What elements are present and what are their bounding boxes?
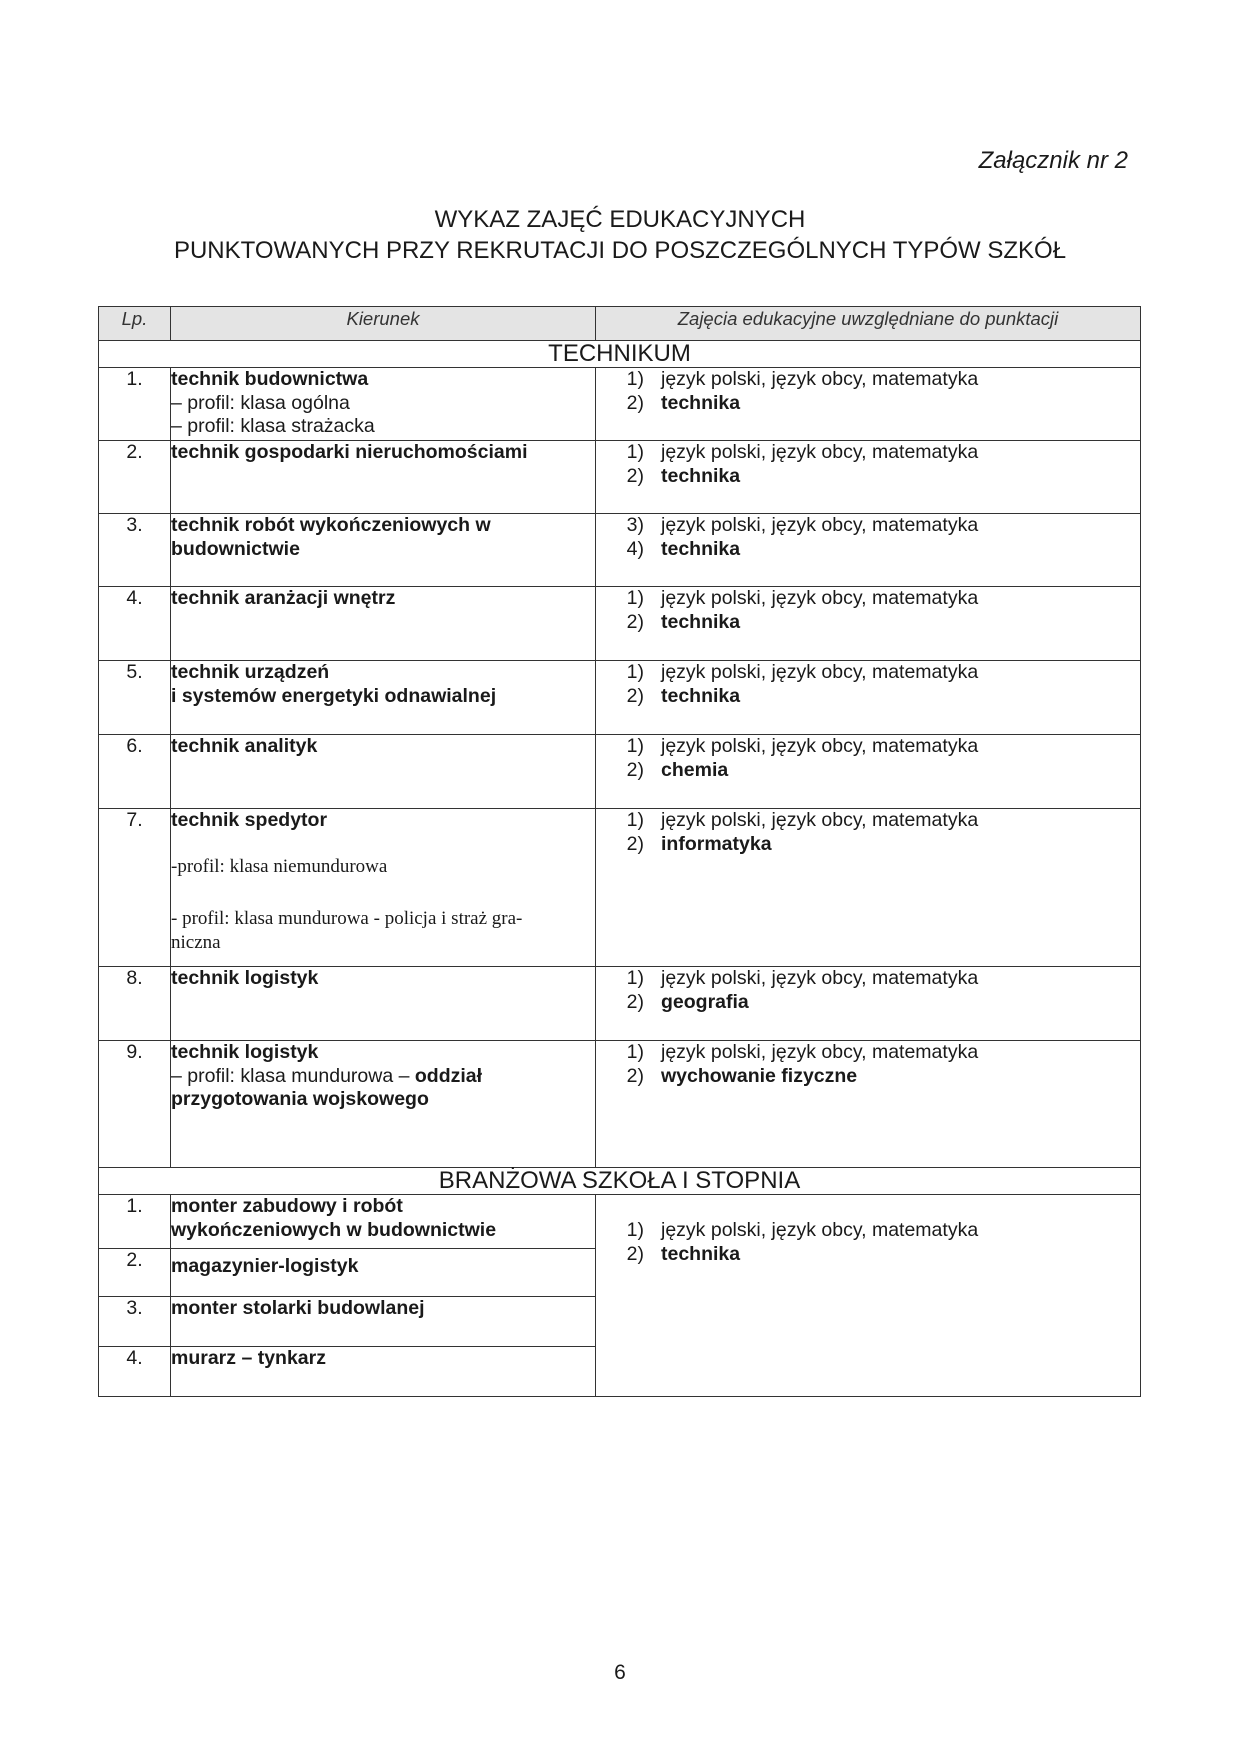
kierunek-name: murarz – tynkarz [171, 1347, 326, 1369]
subject-number: 1) [626, 1041, 644, 1063]
kierunek-cell [171, 1297, 596, 1347]
subjects-table [98, 306, 1141, 1397]
table-row [99, 368, 1141, 441]
table-row [99, 735, 1141, 809]
kierunek-cell [171, 1041, 596, 1168]
kierunek-name-line-2: i systemów energetyki odnawialnej [171, 684, 497, 707]
subject-number: 2) [626, 832, 644, 855]
subject-text: geografia [661, 990, 749, 1013]
subject-text: język polski, język obcy, matematyka [661, 1219, 979, 1241]
subject-text: informatyka [661, 832, 772, 855]
row-number: 4. [99, 1347, 171, 1397]
profile-line: – profil: klasa strażacka [171, 415, 375, 437]
header-zajecia: Zajęcia edukacyjne uwzględniane do punktacji [596, 307, 1141, 341]
row-number: 2. [99, 441, 171, 514]
subject-text: technika [661, 610, 741, 633]
profile-line: – profil: klasa ogólna [171, 391, 350, 414]
kierunek-cell [171, 368, 596, 441]
row-number: 6. [99, 735, 171, 809]
profile-bold-line: przygotowania wojskowego [171, 1088, 429, 1110]
subject-item [596, 392, 1140, 416]
subject-number: 1) [626, 1219, 644, 1241]
subject-number: 4) [626, 537, 644, 560]
subject-item [596, 809, 1140, 833]
table-row [99, 1041, 1141, 1168]
subject-number: 1) [626, 735, 644, 757]
subject-text: język polski, język obcy, matematyka [661, 441, 979, 463]
subject-text: język polski, język obcy, matematyka [661, 587, 979, 609]
profile-line: - profil: klasa mundurowa - policja i straż gra- [171, 908, 523, 929]
kierunek-name: technik gospodarki nieruchomościami [171, 441, 528, 463]
row-number: 7. [99, 809, 171, 967]
subject-number: 2) [626, 684, 644, 707]
subject-text: technika [661, 464, 741, 487]
kierunek-name: technik spedytor [171, 809, 328, 831]
kierunek-name: technik robót wykończeniowych w budownictwie [171, 514, 491, 560]
kierunek-name: technik analityk [171, 735, 318, 757]
section-technikum [99, 341, 1141, 368]
kierunek-name: monter stolarki budowlanej [171, 1297, 425, 1319]
attachment-label: Załącznik nr 2 [978, 147, 1128, 174]
subjects-cell [596, 514, 1141, 587]
page-number: 6 [614, 1661, 626, 1684]
subject-item [596, 514, 1140, 538]
subject-number: 1) [626, 661, 644, 683]
subject-text: język polski, język obcy, matematyka [661, 967, 979, 989]
subject-item [596, 833, 1140, 857]
row-number: 3. [99, 1297, 171, 1347]
profile-prefix: – profil: klasa mundurowa – [171, 1064, 415, 1087]
subjects-cell [596, 1195, 1141, 1397]
kierunek-name: technik budownictwa [171, 368, 369, 390]
subject-text: technika [661, 1242, 741, 1265]
subject-item [596, 1243, 1140, 1267]
subject-text: wychowanie fizyczne [661, 1064, 858, 1087]
row-number: 9. [99, 1041, 171, 1168]
kierunek-name-line-2: wykończeniowych w budownictwie [171, 1218, 497, 1241]
table-row [99, 441, 1141, 514]
subject-item [596, 611, 1140, 635]
table-row [99, 661, 1141, 735]
subject-number: 3) [626, 514, 644, 536]
section-title: BRANŻOWA SZKOŁA I STOPNIA [99, 1168, 1141, 1195]
header-lp: Lp. [99, 307, 171, 341]
kierunek-name: technik aranżacji wnętrz [171, 587, 396, 609]
kierunek-cell [171, 661, 596, 735]
subject-number: 1) [626, 368, 644, 390]
subject-number: 2) [626, 1064, 644, 1087]
subjects-cell [596, 587, 1141, 661]
subject-text: technika [661, 391, 741, 414]
kierunek-cell [171, 735, 596, 809]
document-title [0, 204, 1240, 266]
subject-item [596, 967, 1140, 991]
subjects-cell [596, 1041, 1141, 1168]
subject-number: 1) [626, 441, 644, 463]
subject-text: język polski, język obcy, matematyka [661, 661, 979, 683]
kierunek-cell [171, 967, 596, 1041]
table-header [99, 307, 1141, 341]
row-number: 5. [99, 661, 171, 735]
subject-text: technika [661, 684, 741, 707]
kierunek-name: technik logistyk [171, 967, 319, 989]
table-row [99, 1195, 1141, 1249]
subject-text: chemia [661, 758, 729, 781]
kierunek-cell [171, 1249, 596, 1297]
subjects-cell [596, 809, 1141, 967]
subject-number: 1) [626, 587, 644, 609]
subject-item [596, 538, 1140, 562]
subject-text: język polski, język obcy, matematyka [661, 514, 979, 536]
subject-number: 2) [626, 391, 644, 414]
table-row [99, 514, 1141, 587]
subjects-cell [596, 661, 1141, 735]
subject-number: 2) [626, 464, 644, 487]
subject-item [596, 685, 1140, 709]
row-number: 1. [99, 368, 171, 441]
subject-number: 1) [626, 967, 644, 989]
subject-number: 1) [626, 809, 644, 831]
table-row [99, 967, 1141, 1041]
title-line-2: PUNKTOWANYCH PRZY REKRUTACJI DO POSZCZEGÓLNYCH TYPÓW SZKÓŁ [173, 237, 1067, 264]
title-line-1: WYKAZ ZAJĘĆ EDUKACYJNYCH [434, 206, 806, 233]
kierunek-name: magazynier-logistyk [171, 1255, 359, 1277]
kierunek-name: technik logistyk [171, 1041, 319, 1063]
row-number: 3. [99, 514, 171, 587]
profile-line: niczna [171, 931, 221, 953]
table-row [99, 809, 1141, 967]
row-number: 2. [99, 1249, 171, 1297]
row-number: 1. [99, 1195, 171, 1249]
subject-item [596, 991, 1140, 1015]
header-kierunek: Kierunek [171, 307, 596, 341]
section-branzowa [99, 1168, 1141, 1195]
subject-item [596, 1041, 1140, 1065]
subject-text: język polski, język obcy, matematyka [661, 809, 979, 831]
subjects-cell [596, 441, 1141, 514]
kierunek-cell [171, 1347, 596, 1397]
subject-text: język polski, język obcy, matematyka [661, 735, 979, 757]
subject-text: język polski, język obcy, matematyka [661, 1041, 979, 1063]
subject-item [596, 661, 1140, 685]
table-row [99, 587, 1141, 661]
kierunek-cell [171, 441, 596, 514]
subject-item [596, 759, 1140, 783]
kierunek-name-line-1: monter zabudowy i robót [171, 1195, 403, 1217]
subject-number: 2) [626, 1242, 644, 1265]
row-number: 8. [99, 967, 171, 1041]
subject-number: 2) [626, 610, 644, 633]
subject-item [596, 368, 1140, 392]
subject-item [596, 1065, 1140, 1089]
profile-line: -profil: klasa niemundurowa [171, 855, 388, 877]
kierunek-cell [171, 514, 596, 587]
row-number: 4. [99, 587, 171, 661]
subject-item [596, 441, 1140, 465]
kierunek-name-line-1: technik urządzeń [171, 661, 330, 683]
profile-bold: oddział [414, 1064, 483, 1087]
subjects-cell [596, 368, 1141, 441]
profile-line [171, 1065, 595, 1089]
subject-number: 2) [626, 990, 644, 1013]
kierunek-cell [171, 1195, 596, 1249]
subject-item [596, 465, 1140, 489]
subjects-cell [596, 735, 1141, 809]
kierunek-cell [171, 809, 596, 967]
subject-text: język polski, język obcy, matematyka [661, 368, 979, 390]
section-title: TECHNIKUM [99, 341, 1141, 368]
subject-number: 2) [626, 758, 644, 781]
subject-item [596, 587, 1140, 611]
kierunek-cell [171, 587, 596, 661]
subject-text: technika [661, 537, 741, 560]
subject-item [596, 1219, 1140, 1243]
subject-item [596, 735, 1140, 759]
subjects-cell [596, 967, 1141, 1041]
